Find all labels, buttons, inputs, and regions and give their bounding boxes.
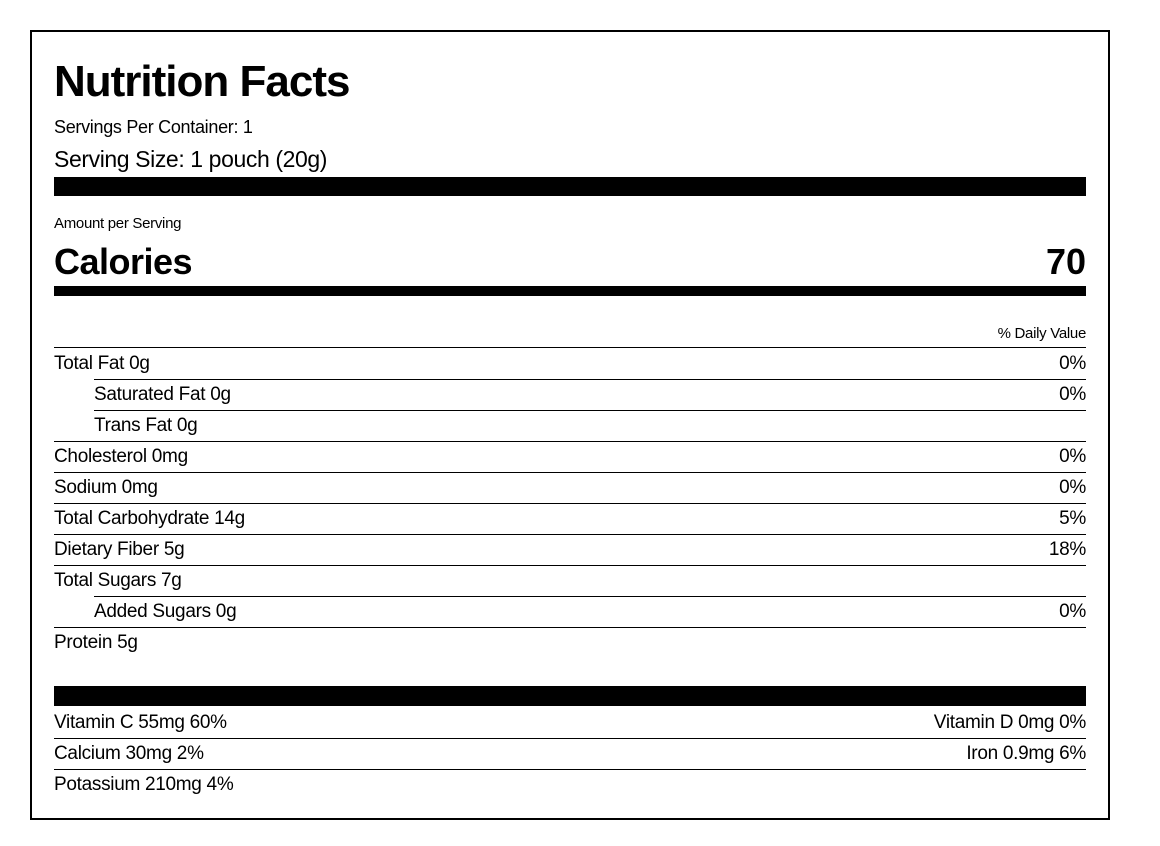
nutrient-dv: 0%: [1059, 446, 1086, 467]
calories-label: Calories: [54, 241, 193, 282]
nutrient-name: Sodium 0mg: [54, 477, 158, 498]
nutrient-name: Dietary Fiber 5g: [54, 539, 185, 560]
nutrient-dv: 0%: [1059, 353, 1086, 374]
vitamin-left: Calcium 30mg 2%: [54, 743, 204, 764]
medium-divider: [54, 286, 1086, 296]
vitamin-right: Vitamin D 0mg 0%: [933, 712, 1086, 733]
nutrient-row-protein: [54, 627, 1086, 658]
nutrient-name: Protein 5g: [54, 632, 138, 653]
nutrient-row-added-sugars: [54, 596, 1086, 627]
nutrient-name: Total Carbohydrate 14g: [54, 508, 245, 529]
nutrient-row-cholesterol: [54, 441, 1086, 472]
nutrient-dv: 0%: [1059, 384, 1086, 405]
nutrient-row-total-fat: [54, 348, 1086, 379]
nutrient-row-sodium: [54, 472, 1086, 503]
vitamin-row: [54, 738, 1086, 769]
label-content: [54, 32, 1086, 818]
nutrient-row-dietary-fiber: [54, 534, 1086, 565]
thick-divider: [54, 177, 1086, 196]
nutrient-dv: 0%: [1059, 601, 1086, 622]
serving-size: Serving Size: 1 pouch (20g): [54, 146, 328, 172]
vitamin-right: Iron 0.9mg 6%: [966, 743, 1086, 764]
thick-divider: [54, 686, 1086, 706]
nutrition-facts-label: [30, 30, 1110, 820]
nutrient-dv: 0%: [1059, 477, 1086, 498]
nutrient-name: Total Sugars 7g: [54, 570, 182, 591]
nutrient-name: Cholesterol 0mg: [54, 446, 188, 467]
nutrient-dv: 5%: [1059, 508, 1086, 529]
vitamin-row: [54, 707, 1086, 738]
nutrient-row-saturated-fat: [54, 379, 1086, 410]
nutrient-name: Saturated Fat 0g: [94, 384, 231, 405]
nutrient-row-total-carbohydrate: [54, 503, 1086, 534]
servings-per-container: Servings Per Container: 1: [54, 117, 253, 137]
vitamin-left: Potassium 210mg 4%: [54, 774, 234, 795]
nutrient-name: Trans Fat 0g: [94, 415, 198, 436]
calories-value: 70: [1045, 241, 1086, 282]
amount-per-serving: Amount per Serving: [54, 215, 182, 232]
nutrient-name: Total Fat 0g: [54, 353, 150, 374]
nutrient-row-trans-fat: [54, 410, 1086, 441]
nutrient-dv: 18%: [1048, 539, 1086, 560]
daily-value-header: % Daily Value: [997, 325, 1086, 342]
nutrient-row-total-sugars: [54, 565, 1086, 596]
vitamin-left: Vitamin C 55mg 60%: [54, 712, 227, 733]
nutrient-name: Added Sugars 0g: [94, 601, 237, 622]
label-title: Nutrition Facts: [54, 57, 350, 106]
vitamin-row: [54, 769, 1086, 800]
